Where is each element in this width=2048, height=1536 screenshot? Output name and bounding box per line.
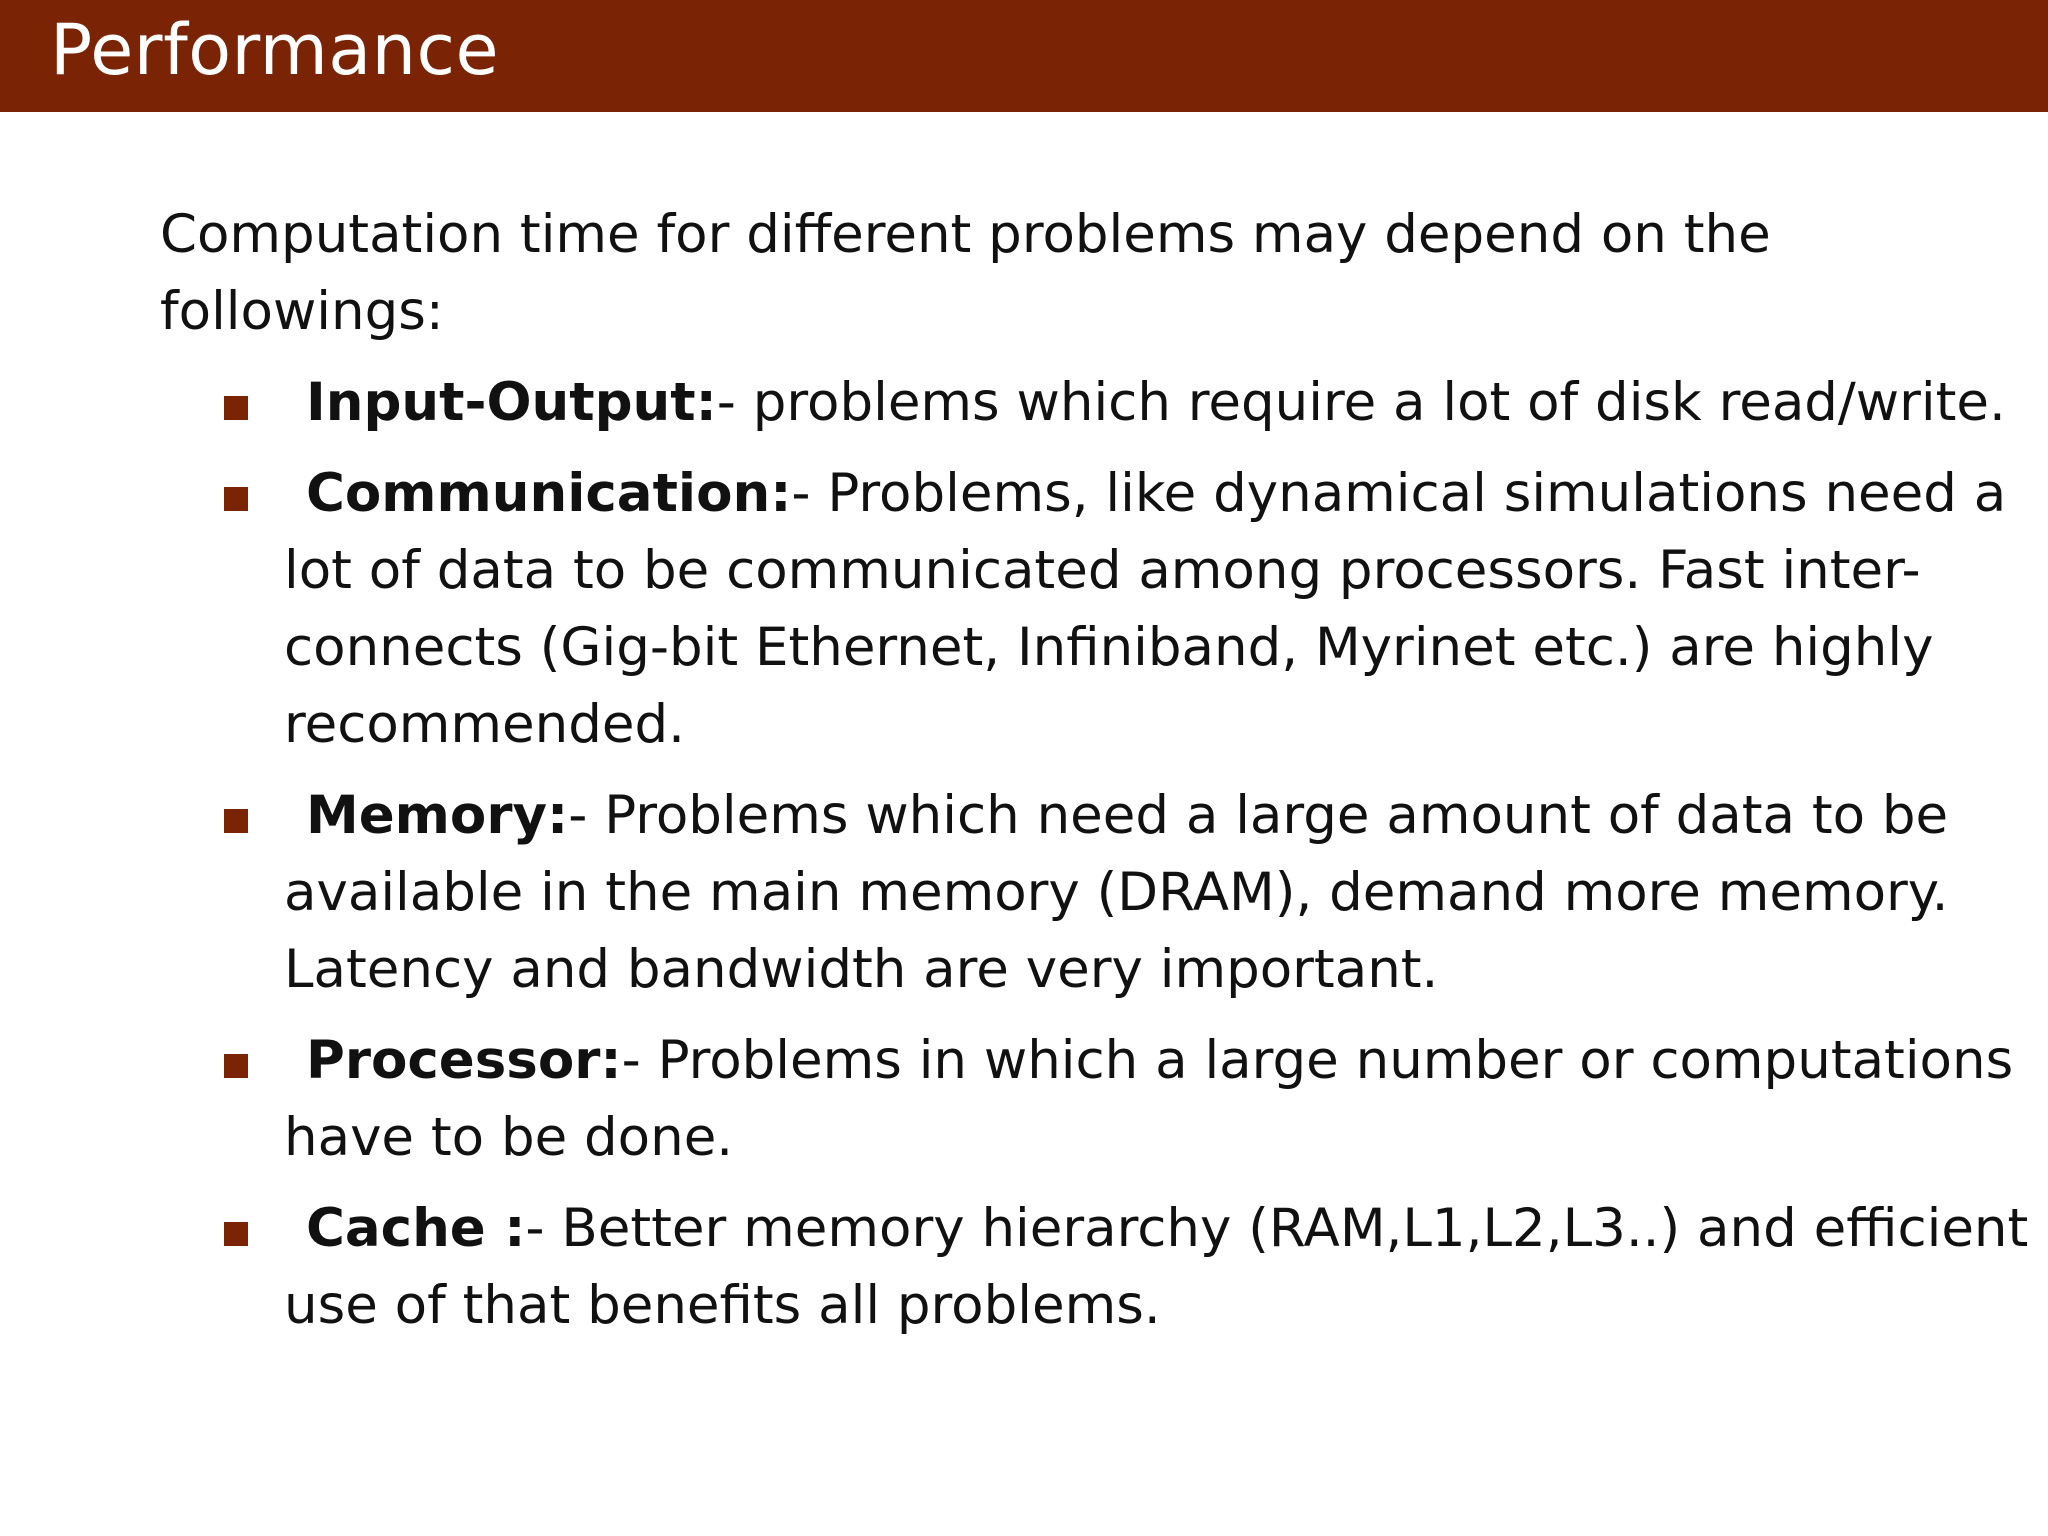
list-item-communication [160,455,2048,763]
square-bullet-icon [224,1054,248,1078]
item-text: - Problems in which a large number or computations have to be done. [284,1030,2014,1168]
item-term: Communication: [306,463,792,524]
item-text: - Better memory hierarchy (RAM,L1,L2,L3..) and efficient use of that benefits all problems. [284,1198,2029,1336]
item-term: Memory: [306,785,569,846]
item-term: Processor: [306,1030,622,1091]
list-item-processor [160,1022,2048,1176]
square-bullet-icon [224,1222,248,1246]
title-bar [0,0,2048,112]
item-text: - Problems, like dynamical simulations need a lot of data to be communicated among processors. Fast inter-connects (Gig-bit Ethernet, Infiniband, Myrinet etc.) are highly recommended. [284,463,2007,755]
list-item-memory [160,777,2048,1008]
list-item-cache [160,1190,2048,1344]
item-term: Cache : [306,1198,526,1259]
square-bullet-icon [224,809,248,833]
intro-text: Computation time for different problems may depend on the followings: [160,204,1771,342]
item-text: - problems which require a lot of disk read/write. [716,372,2006,433]
square-bullet-icon [224,487,248,511]
bullet-list [160,364,2029,1344]
slide-title: Performance [50,9,500,91]
list-item-input-output [160,364,2048,441]
item-term: Input-Output: [306,372,717,433]
square-bullet-icon [224,396,248,420]
slide-content [160,196,2029,1358]
item-text: - Problems which need a large amount of data to be available in the main memory (DRAM), demand more memory. Latency and bandwidth are very important. [284,785,1949,1000]
